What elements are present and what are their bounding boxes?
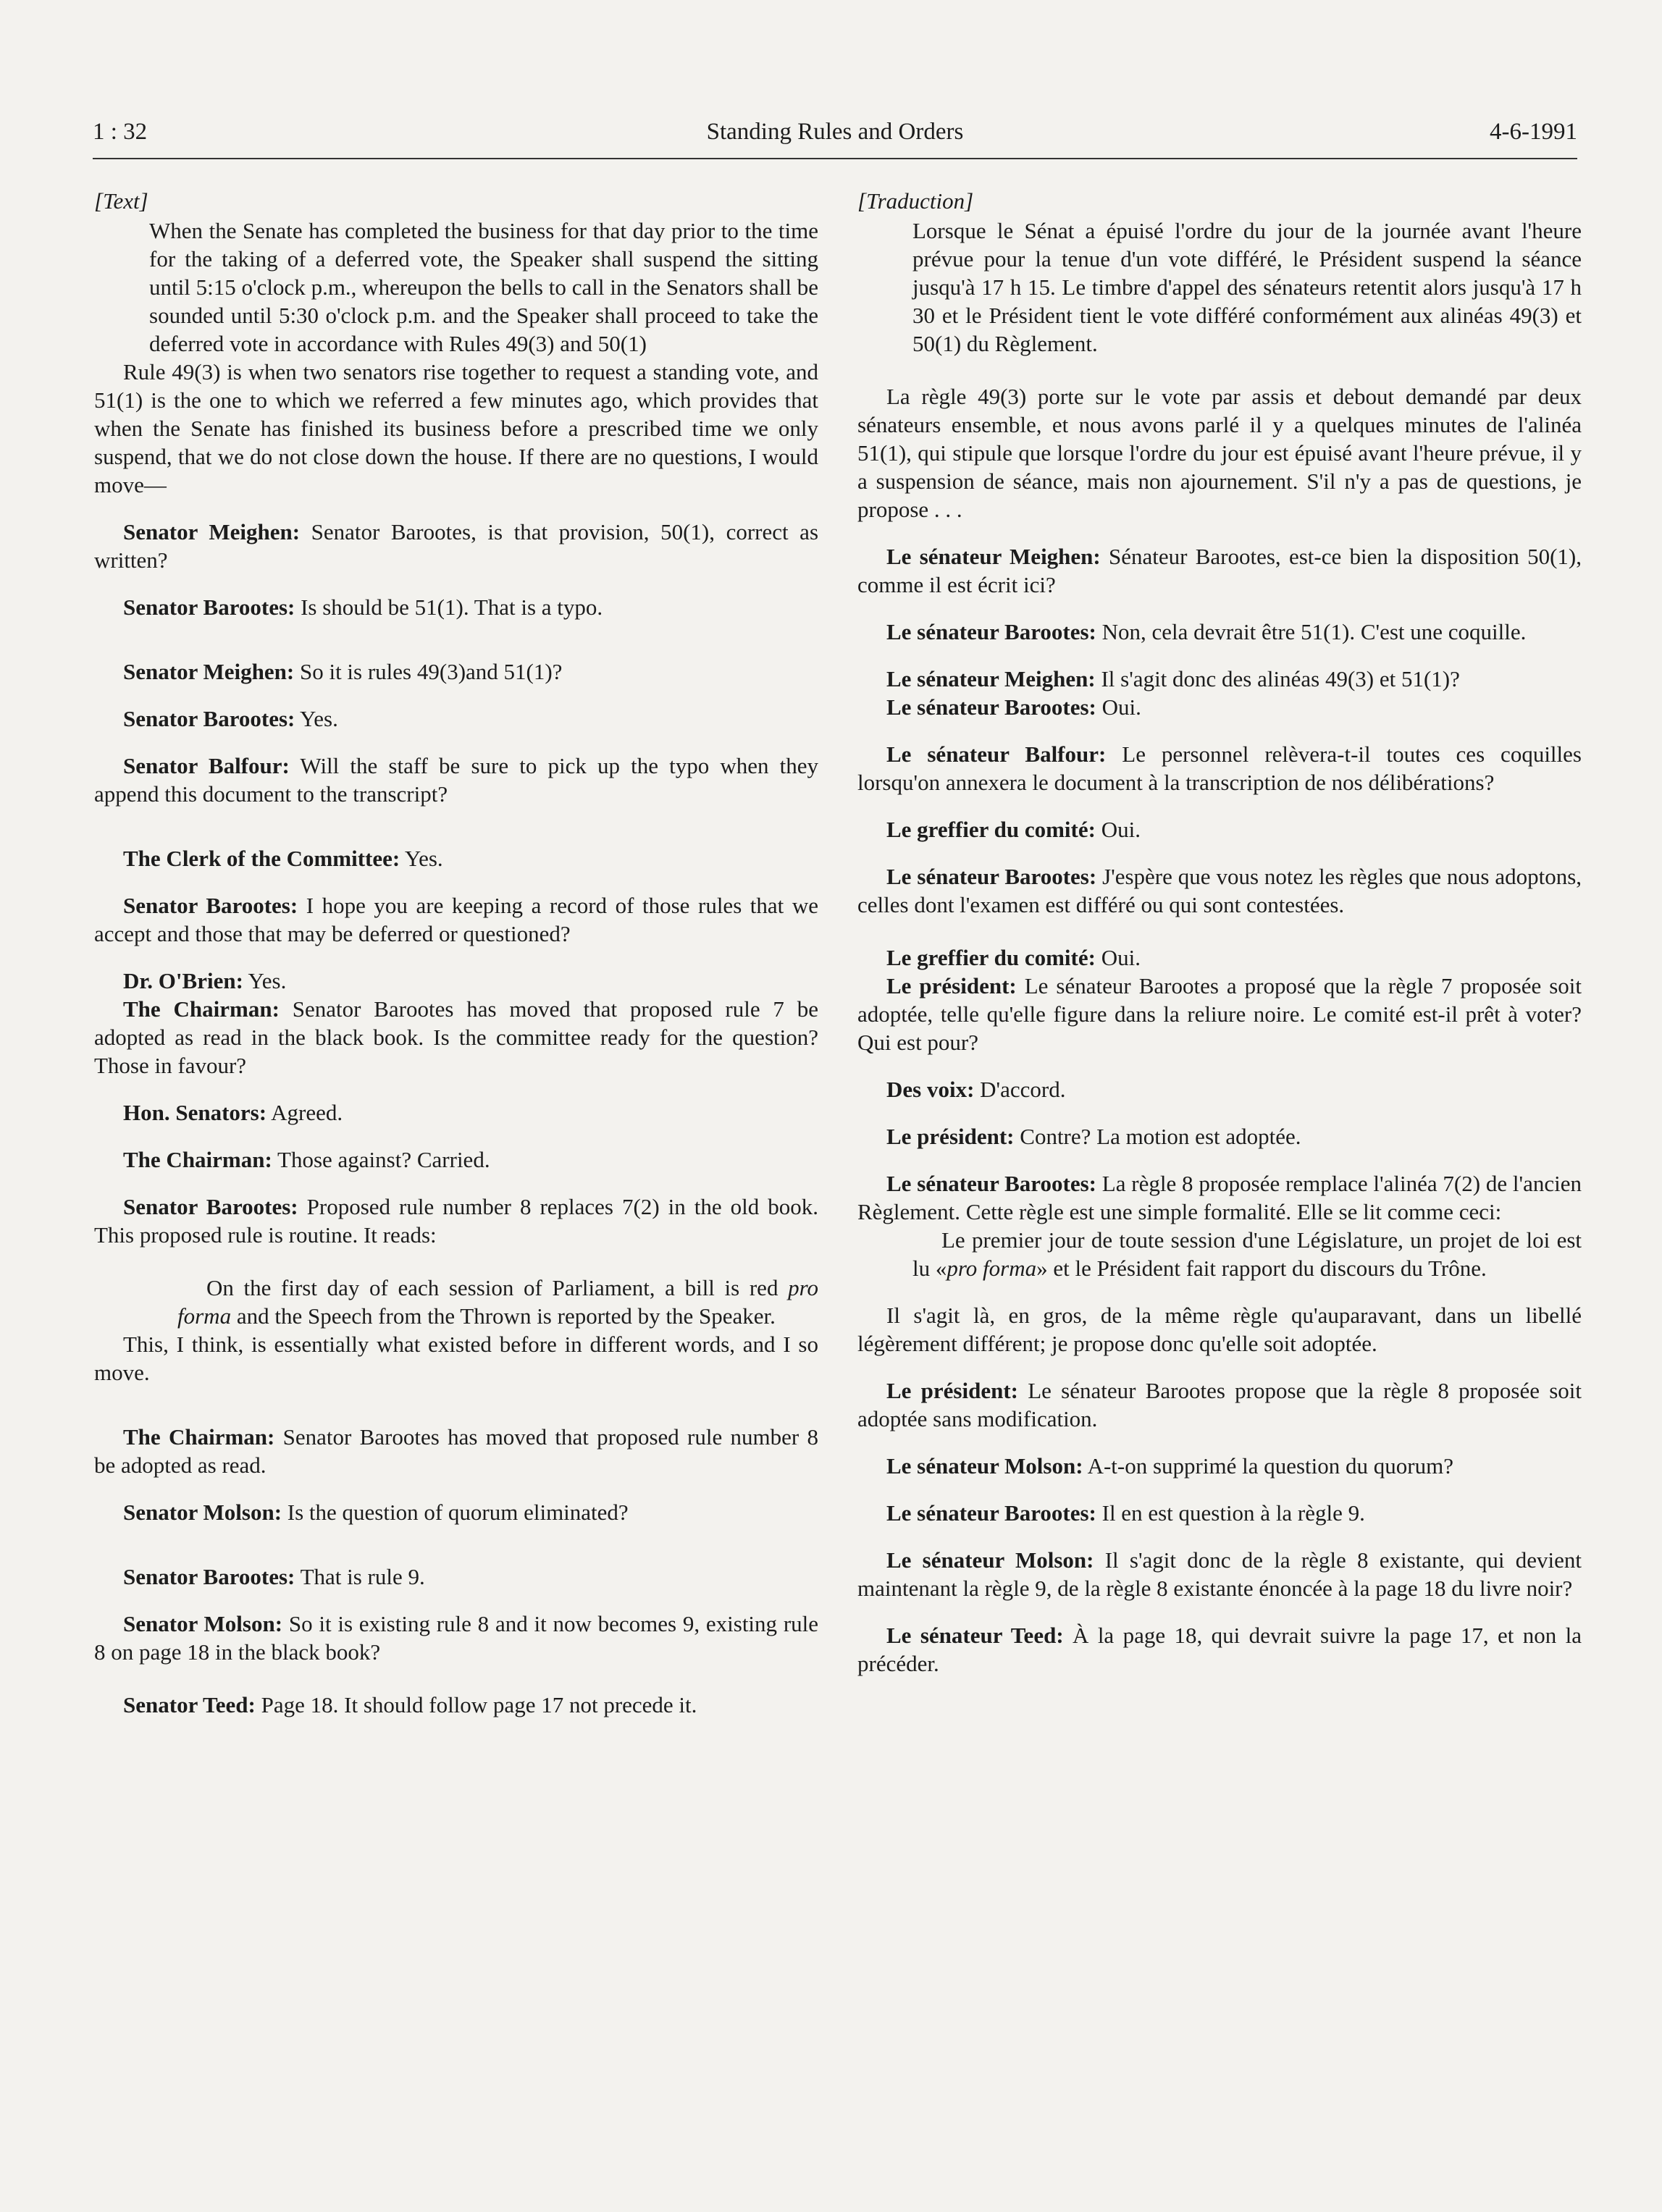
speaker-name: Senator Teed: xyxy=(123,1692,256,1717)
speech-text: Senator Barootes has moved that proposed rule number 8 be adopted as read. xyxy=(94,1424,818,1478)
speech-paragraph xyxy=(857,862,1582,919)
speaker-name: Le sénateur Barootes: xyxy=(886,694,1096,720)
speech-paragraph xyxy=(94,1563,818,1591)
quoted-rule xyxy=(94,1274,818,1330)
body-paragraph: La règle 49(3) porte sur le vote par assis et debout demandé par deux sénateurs ensemble, et nous avons parlé il y a quelques minutes de l'alinéa 51(1), qui stipule que lorsque l'ordre du jour est épuisé avant l'heure prévue, il y a suspension de séance, mais non ajournement. S'il n'y a pas de questions, je propose . . . xyxy=(857,384,1582,522)
speech-text: La règle 8 proposée remplace l'alinéa 7(2) de l'ancien Règlement. Cette règle est une simple formalité. Elle se lit comme ceci: xyxy=(857,1171,1582,1224)
speech-text: Oui. xyxy=(1101,817,1141,842)
speech-text: A-t-on supprimé la question du quorum? xyxy=(1087,1453,1453,1479)
body-paragraph: Il s'agit là, en gros, de la même règle qu'auparavant, dans un libellé légèrement différent; je propose donc qu'elle soit adoptée. xyxy=(857,1303,1582,1356)
speech-paragraph xyxy=(94,752,818,808)
speaker-name: Senator Barootes: xyxy=(123,1564,295,1589)
speaker-name: Dr. O'Brien: xyxy=(123,968,243,993)
body-paragraph: This, I think, is essentially what existed before in different words, and I so move. xyxy=(94,1332,818,1385)
page-number: 1 : 32 xyxy=(93,119,148,145)
speaker-name: Le sénateur Barootes: xyxy=(886,864,1097,889)
speech-paragraph xyxy=(857,665,1582,693)
speech-text: Proposed rule number 8 replaces 7(2) in the old book. This proposed rule is routine. It reads: xyxy=(94,1194,819,1248)
speech-paragraph xyxy=(94,1098,818,1127)
speech-paragraph xyxy=(857,542,1582,599)
speech-paragraph xyxy=(857,1546,1582,1602)
speech-text: J'espère que vous notez les règles que nous adoptons, celles dont l'examen est différé ou qui sont contestées. xyxy=(857,864,1582,917)
speech-text: Il s'agit donc des alinéas 49(3) et 51(1)? xyxy=(1101,666,1460,691)
speech-text: À la page 18, qui devrait suivre la page 17, et non la précéder. xyxy=(857,1623,1582,1676)
speech-paragraph xyxy=(857,1075,1582,1103)
speech-text: Non, cela devrait être 51(1). C'est une coquille. xyxy=(1101,619,1527,644)
speech-text: Il s'agit donc de la règle 8 existante, qui devient maintenant la règle 9, de la règle 8 existante énoncée à la page 18 du livre noir? xyxy=(857,1547,1582,1601)
quote-text: and the Speech from the Thrown is reported by the Speaker. xyxy=(231,1303,776,1329)
speaker-name: Senator Molson: xyxy=(123,1611,283,1636)
rule-paragraph: Lorsque le Sénat a épuisé l'ordre du jour de la journée avant l'heure prévue pour la tenue d'un vote différé, le Président suspend la séance jusqu'à 17 h 15. Le timbre d'appel des sénateurs retentit alors jusqu'à 17 h 30 et le Président tient le vote différé conformément aux alinéas 49(3) et 50(1) du Règlement. xyxy=(912,218,1582,356)
quote-text: » et le Président fait rapport du discours du Trône. xyxy=(1036,1256,1487,1281)
text-tag: [Text] xyxy=(94,188,148,214)
speech-text: Is the question of quorum eliminated? xyxy=(287,1500,629,1525)
speech-text: That is rule 9. xyxy=(300,1564,425,1589)
speech-text: Will the staff be sure to pick up the typo when they append this document to the transcript? xyxy=(94,753,818,807)
speech-text: So it is existing rule 8 and it now becomes 9, existing rule 8 on page 18 in the black book? xyxy=(94,1611,819,1665)
speaker-name: The Chairman: xyxy=(123,996,280,1022)
body-paragraph: Rule 49(3) is when two senators rise together to request a standing vote, and 51(1) is the one to which we referred a few minutes ago, which provides that when the Senate has finished its business before a prescribed time we only suspend, that we do not close down the house. If there are no questions, I would move— xyxy=(94,359,818,497)
speaker-name: Des voix: xyxy=(886,1077,975,1102)
french-column xyxy=(857,187,1582,1678)
speech-paragraph xyxy=(857,693,1582,721)
page-title: Standing Rules and Orders xyxy=(706,119,964,145)
speech-paragraph xyxy=(857,1621,1582,1678)
speech-paragraph xyxy=(94,891,818,948)
speech-paragraph xyxy=(857,972,1582,1056)
speech-text: Le sénateur Barootes a proposé que la règle 7 proposée soit adoptée, telle qu'elle figure dans la reliure noire. Le comité est-il prêt à voter? Qui est pour? xyxy=(857,973,1582,1055)
speaker-name: Le président: xyxy=(886,1124,1015,1149)
speech-text: Page 18. It should follow page 17 not precede it. xyxy=(261,1692,697,1717)
quote-italic: pro forma xyxy=(177,1275,818,1329)
speaker-name: Le sénateur Molson: xyxy=(886,1547,1094,1573)
speech-paragraph xyxy=(857,1122,1582,1151)
speaker-name: Le sénateur Teed: xyxy=(886,1623,1064,1648)
speaker-name: Le sénateur Barootes: xyxy=(886,619,1096,644)
speech-paragraph xyxy=(94,1691,818,1719)
speaker-name: Senator Barootes: xyxy=(123,706,295,731)
speech-text: Senator Barootes has moved that proposed rule 7 be adopted as read in the black book. Is the committee ready for the question? Those in favour? xyxy=(94,996,818,1078)
speaker-name: Le président: xyxy=(886,1378,1018,1403)
page-date: 4-6-1991 xyxy=(1490,119,1577,145)
speech-paragraph xyxy=(94,1145,818,1174)
speech-paragraph xyxy=(857,1452,1582,1480)
speaker-name: Hon. Senators: xyxy=(123,1100,267,1125)
speech-paragraph xyxy=(94,518,818,574)
speech-paragraph xyxy=(94,593,818,621)
speech-paragraph xyxy=(94,705,818,733)
speech-text: Yes. xyxy=(299,706,338,731)
speaker-name: Le sénateur Molson: xyxy=(886,1453,1083,1479)
speech-text: Sénateur Barootes, est-ce bien la disposition 50(1), comme il est écrit ici? xyxy=(857,544,1582,597)
speaker-name: Senator Meighen: xyxy=(123,659,295,684)
speaker-name: Senator Barootes: xyxy=(123,1194,298,1219)
speaker-name: Le sénateur Meighen: xyxy=(886,666,1096,691)
speaker-name: Senator Barootes: xyxy=(123,594,295,620)
quoted-rule xyxy=(857,1226,1582,1282)
speech-paragraph xyxy=(94,995,818,1080)
speech-paragraph xyxy=(94,844,818,872)
speech-paragraph xyxy=(94,1610,818,1666)
speech-text: Yes. xyxy=(404,846,443,871)
speaker-name: Le sénateur Meighen: xyxy=(886,544,1101,569)
speech-text: Oui. xyxy=(1101,945,1141,970)
speech-text: I hope you are keeping a record of those rules that we accept and those that may be deferred or questioned? xyxy=(94,893,818,946)
speaker-name: Le président: xyxy=(886,973,1017,998)
speaker-name: Le sénateur Barootes: xyxy=(886,1500,1096,1526)
speech-paragraph xyxy=(857,1499,1582,1527)
speaker-name: Le greffier du comité: xyxy=(886,945,1096,970)
speech-paragraph xyxy=(94,657,818,686)
speech-text: Senator Barootes, is that provision, 50(1), correct as written? xyxy=(94,519,819,573)
speaker-name: The Chairman: xyxy=(123,1147,272,1172)
speech-text: Agreed. xyxy=(271,1100,343,1125)
speech-text: D'accord. xyxy=(980,1077,1066,1102)
quote-text: Le premier jour de toute session d'une Législature, un projet de loi est lu « xyxy=(912,1227,1582,1281)
speech-paragraph xyxy=(94,1423,818,1479)
speech-text: Le personnel relèvera-t-il toutes ces coquilles lorsqu'on annexera le document à la transcription de nos délibérations? xyxy=(857,741,1582,795)
english-column xyxy=(94,187,818,1719)
speech-paragraph xyxy=(857,1169,1582,1226)
speech-text: Contre? La motion est adoptée. xyxy=(1020,1124,1301,1149)
speech-text: Is should be 51(1). That is a typo. xyxy=(301,594,603,620)
speech-text: Le sénateur Barootes propose que la règle 8 proposée soit adoptée sans modification. xyxy=(857,1378,1582,1431)
speaker-name: Le greffier du comité: xyxy=(886,817,1096,842)
running-header xyxy=(93,114,1577,159)
quote-text: On the first day of each session of Parliament, a bill is red xyxy=(206,1275,789,1300)
speech-paragraph xyxy=(857,943,1582,972)
speaker-name: Senator Balfour: xyxy=(123,753,290,778)
speech-paragraph xyxy=(857,1376,1582,1433)
speech-paragraph xyxy=(857,618,1582,646)
quote-italic: pro forma xyxy=(947,1256,1037,1281)
speech-paragraph xyxy=(94,1193,818,1249)
speech-text: Those against? Carried. xyxy=(277,1147,490,1172)
speech-paragraph xyxy=(94,1498,818,1526)
speaker-name: The Chairman: xyxy=(123,1424,275,1450)
speaker-name: Le sénateur Balfour: xyxy=(886,741,1107,767)
speaker-name: Le sénateur Barootes: xyxy=(886,1171,1096,1196)
speaker-name: Senator Molson: xyxy=(123,1500,282,1525)
speech-text: Oui. xyxy=(1101,694,1141,720)
rule-paragraph: When the Senate has completed the business for that day prior to the time for the taking of a deferred vote, the Speaker shall suspend the sitting until 5:15 o'clock p.m., whereupon the bells to call in the Senators shall be sounded until 5:30 o'clock p.m. and the Speaker shall proceed to take the deferred vote in accordance with Rules 49(3) and 50(1) xyxy=(149,218,818,356)
speaker-name: Senator Barootes: xyxy=(123,893,298,918)
speech-text: Il en est question à la règle 9. xyxy=(1101,1500,1365,1526)
translation-tag: [Traduction] xyxy=(857,188,974,214)
speaker-name: The Clerk of the Committee: xyxy=(123,846,400,871)
speech-paragraph xyxy=(857,815,1582,844)
speech-text: So it is rules 49(3)and 51(1)? xyxy=(299,659,563,684)
speaker-name: Senator Meighen: xyxy=(123,519,301,544)
speech-paragraph xyxy=(857,740,1582,796)
speech-paragraph xyxy=(94,967,818,995)
speech-text: Yes. xyxy=(248,968,287,993)
